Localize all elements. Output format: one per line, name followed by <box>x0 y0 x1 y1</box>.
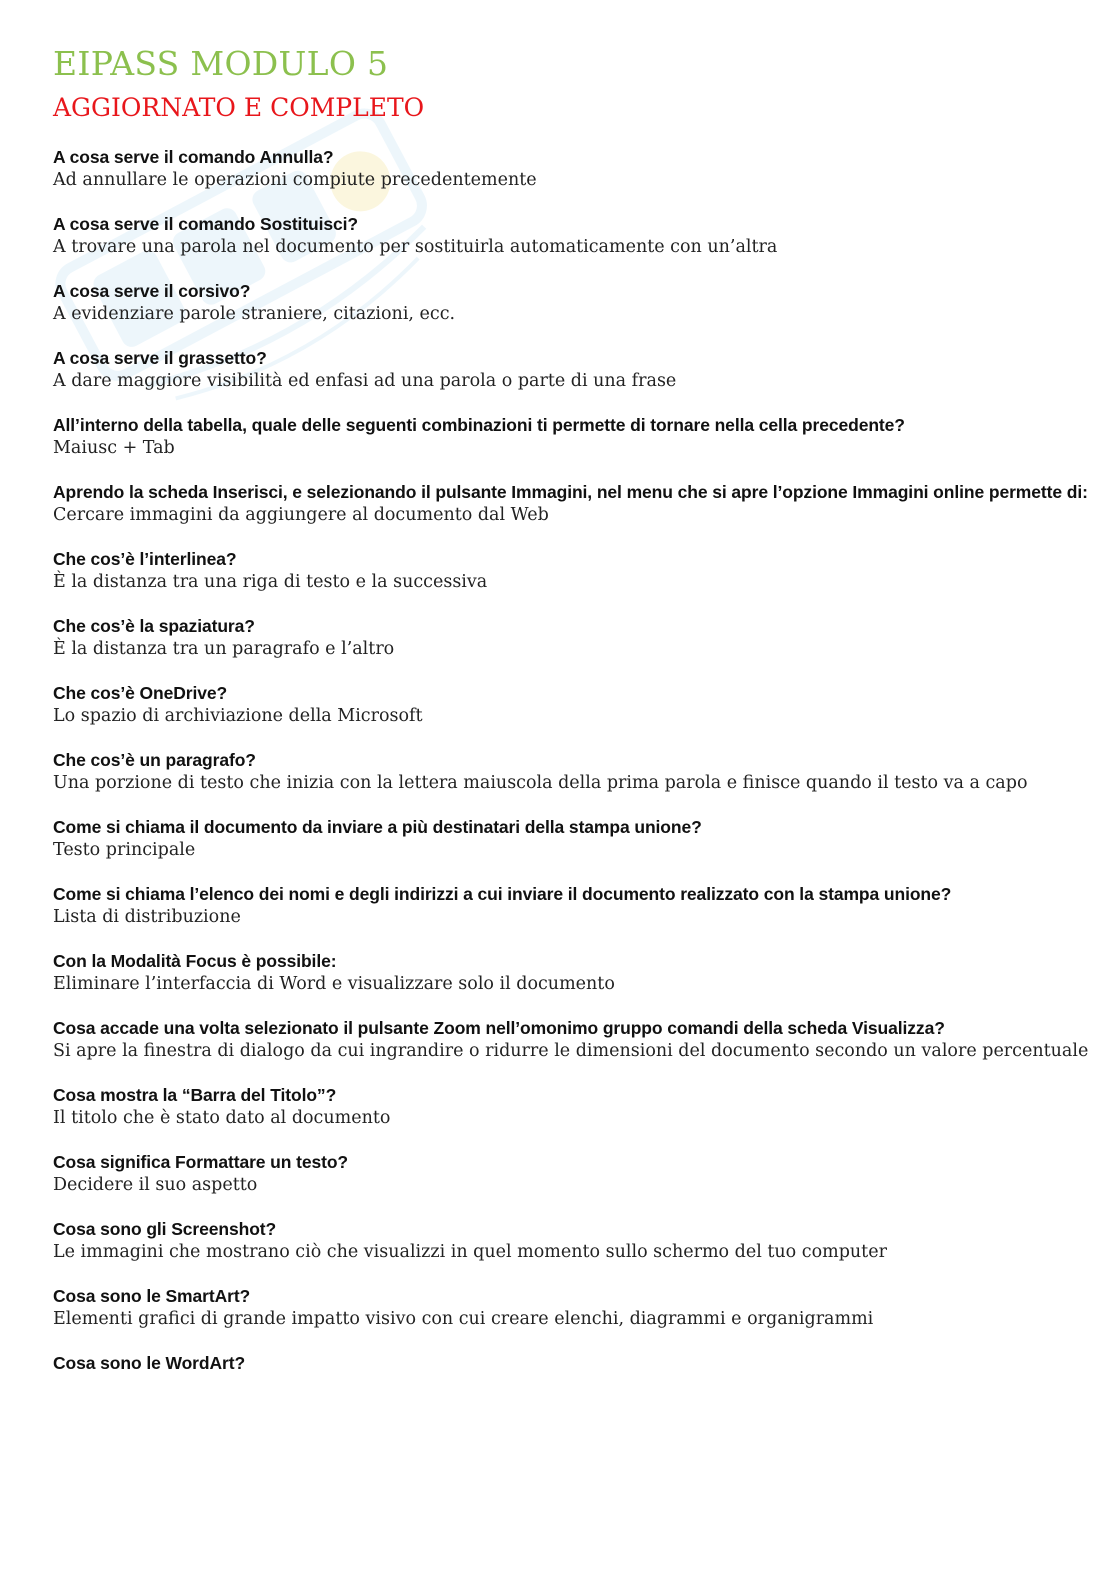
question-text: A cosa serve il grassetto? <box>53 348 267 368</box>
answer-text: Ad annullare le operazioni compiute precedentemente <box>53 170 537 190</box>
qa-item <box>53 682 1111 728</box>
qa-item <box>53 950 1111 996</box>
qa-item <box>53 414 1111 460</box>
qa-item <box>53 749 1111 795</box>
question-text: Come si chiama il documento da inviare a più destinatari della stampa unione? <box>53 817 702 837</box>
answer-text: Maiusc + Tab <box>53 438 175 458</box>
question-text: A cosa serve il corsivo? <box>53 281 251 301</box>
answer-text: Cercare immagini da aggiungere al documento dal Web <box>53 505 549 525</box>
qa-item <box>53 1218 1111 1264</box>
qa-item <box>53 883 1111 929</box>
qa-item <box>53 615 1111 661</box>
question-text: Che cos’è un paragrafo? <box>53 750 256 770</box>
qa-item <box>53 1352 1111 1375</box>
question-text: Aprendo la scheda Inserisci, e selezionando il pulsante Immagini, nel menu che si apre l’opzione Immagini online permette di: <box>53 482 1088 502</box>
qa-item <box>53 213 1111 259</box>
answer-text: È la distanza tra una riga di testo e la successiva <box>53 572 488 592</box>
question-text: Che cos’è OneDrive? <box>53 683 228 703</box>
document-subtitle: AGGIORNATO E COMPLETO <box>53 93 425 122</box>
qa-list <box>53 146 1111 1396</box>
question-text: Cosa accade una volta selezionato il pulsante Zoom nell’omonimo gruppo comandi della scheda Visualizza? <box>53 1018 945 1038</box>
answer-text: Testo principale <box>53 840 196 860</box>
answer-text: Una porzione di testo che inizia con la lettera maiuscola della prima parola e finisce quando il testo va a capo <box>53 773 1028 793</box>
question-text: A cosa serve il comando Annulla? <box>53 147 334 167</box>
qa-item <box>53 1151 1111 1197</box>
question-text: Cosa mostra la “Barra del Titolo”? <box>53 1085 337 1105</box>
answer-text: Si apre la finestra di dialogo da cui ingrandire o ridurre le dimensioni del documento secondo un valore percentuale <box>53 1041 1089 1061</box>
answer-text: Le immagini che mostrano ciò che visualizzi in quel momento sullo schermo del tuo computer <box>53 1242 887 1262</box>
qa-item <box>53 1285 1111 1331</box>
answer-text: Elementi grafici di grande impatto visivo con cui creare elenchi, diagrammi e organigrammi <box>53 1309 874 1329</box>
qa-item <box>53 347 1111 393</box>
answer-text: A trovare una parola nel documento per sostituirla automaticamente con un’altra <box>53 237 778 257</box>
qa-item <box>53 548 1111 594</box>
answer-text: Lo spazio di archiviazione della Microsoft <box>53 706 423 726</box>
qa-item <box>53 1017 1111 1063</box>
qa-item <box>53 280 1111 326</box>
answer-text: Il titolo che è stato dato al documento <box>53 1108 391 1128</box>
answer-text: Eliminare l’interfaccia di Word e visualizzare solo il documento <box>53 974 615 994</box>
question-text: All’interno della tabella, quale delle seguenti combinazioni ti permette di tornare nella cella precedente? <box>53 415 905 435</box>
qa-item <box>53 481 1111 527</box>
qa-item <box>53 1084 1111 1130</box>
answer-text: Lista di distribuzione <box>53 907 241 927</box>
question-text: Come si chiama l’elenco dei nomi e degli indirizzi a cui inviare il documento realizzato con la stampa unione? <box>53 884 952 904</box>
question-text: Che cos’è l’interlinea? <box>53 549 237 569</box>
question-text: Cosa sono gli Screenshot? <box>53 1219 277 1239</box>
answer-text: A evidenziare parole straniere, citazioni, ecc. <box>53 304 456 324</box>
answer-text: A dare maggiore visibilità ed enfasi ad una parola o parte di una frase <box>53 371 677 391</box>
question-text: Con la Modalità Focus è possibile: <box>53 951 337 971</box>
qa-item <box>53 146 1111 192</box>
question-text: Cosa significa Formattare un testo? <box>53 1152 349 1172</box>
document-title: EIPASS MODULO 5 <box>53 44 389 83</box>
question-text: Cosa sono le SmartArt? <box>53 1286 251 1306</box>
question-text: A cosa serve il comando Sostituisci? <box>53 214 359 234</box>
answer-text: Decidere il suo aspetto <box>53 1175 258 1195</box>
answer-text: È la distanza tra un paragrafo e l’altro <box>53 639 395 659</box>
question-text: Cosa sono le WordArt? <box>53 1353 246 1373</box>
qa-item <box>53 816 1111 862</box>
question-text: Che cos’è la spaziatura? <box>53 616 255 636</box>
